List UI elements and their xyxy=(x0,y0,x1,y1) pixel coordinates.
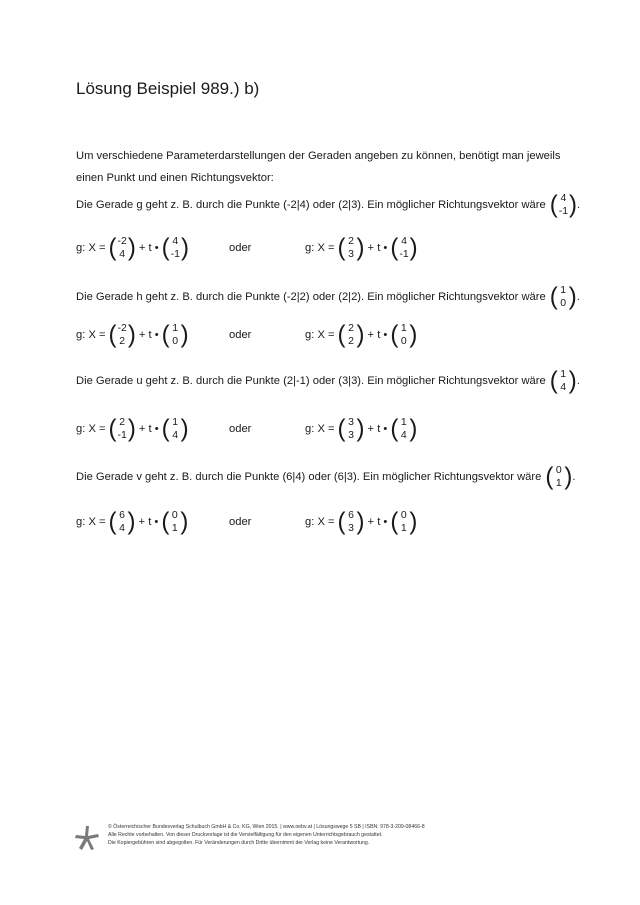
period: . xyxy=(577,199,581,211)
oder-label: oder xyxy=(229,242,252,254)
equation-2 xyxy=(305,507,417,537)
plus-t: + t • xyxy=(367,242,388,254)
vector-x: 6 xyxy=(119,509,125,521)
vector-x: 4 xyxy=(401,235,407,247)
oder-label: oder xyxy=(229,423,252,435)
section-sentence xyxy=(76,461,576,493)
direction-vector: ( 4 -1 ) xyxy=(390,233,418,262)
section-sentence xyxy=(76,365,580,397)
vector-x: 1 xyxy=(400,416,407,428)
direction-vector: ( 1 4 ) xyxy=(161,414,189,443)
section-sentence xyxy=(76,281,580,313)
vector-y: 0 xyxy=(172,335,179,347)
sentence-text: Die Gerade u geht z. B. durch die Punkte (2|-1) oder (3|3). Ein möglicher Richtungsvektor wäre xyxy=(76,375,546,387)
direction-vector: ( 1 4 ) xyxy=(549,366,577,395)
vector-y: 4 xyxy=(172,429,179,441)
oder-label: oder xyxy=(229,329,252,341)
vector-y: 0 xyxy=(400,335,407,347)
equation-prefix: g: X = xyxy=(76,516,106,528)
vector-x: 4 xyxy=(560,192,567,204)
direction-vector: ( 1 0 ) xyxy=(549,282,577,311)
equation-row xyxy=(76,230,418,266)
direction-vector: ( 1 0 ) xyxy=(390,320,418,349)
direction-vector: ( 0 1 ) xyxy=(545,462,573,491)
vector-y: -1 xyxy=(558,205,569,217)
vector-x: 2 xyxy=(119,416,126,428)
footer-line-3: Die Kopiergebühren sind abgegolten. Für Veränderungen durch Dritte übernimmt der Verlag keine Verantwortung. xyxy=(108,840,370,846)
plus-t: + t • xyxy=(367,329,388,341)
footer-line-2: Alle Rechte vorbehalten. Von dieser Druckvorlage ist die Vervielfältigung für den eigenen Unterrichtsgebrauch gestattet. xyxy=(108,832,383,838)
equation-1 xyxy=(76,233,189,263)
equation-row xyxy=(76,317,418,353)
vector-x: 1 xyxy=(560,368,567,380)
vector-x: 6 xyxy=(348,509,354,521)
oder-label: oder xyxy=(229,516,252,528)
section-line-v xyxy=(76,461,576,536)
equation-row xyxy=(76,411,418,447)
section-line-g xyxy=(76,189,581,262)
vector-y: 4 xyxy=(400,429,407,441)
plus-t: + t • xyxy=(367,516,388,528)
publisher-logo-icon xyxy=(74,825,100,851)
plus-t: + t • xyxy=(367,423,388,435)
period: . xyxy=(576,291,580,303)
vector-x: 0 xyxy=(400,509,407,521)
equation-prefix: g: X = xyxy=(305,242,335,254)
direction-vector: ( 0 1 ) xyxy=(390,507,418,536)
footer-line-1: © Österreichischer Bundesverlag Schulbuch GmbH & Co. KG, Wien 2015. | www.oebv.at | Lösungswege 5 SB | ISBN: 978-3-209-08466-8 xyxy=(108,824,425,830)
plus-t: + t • xyxy=(138,329,159,341)
vector-y: 1 xyxy=(555,477,562,489)
equation-1 xyxy=(76,507,188,537)
direction-vector: ( 4 -1 ) xyxy=(161,233,190,262)
point-vector: ( 6 3 ) xyxy=(337,507,365,536)
vector-y: -1 xyxy=(399,248,409,260)
vector-x: -2 xyxy=(117,235,127,247)
equation-1 xyxy=(76,320,189,350)
vector-y: -1 xyxy=(117,429,127,441)
section-line-h xyxy=(76,281,580,349)
equation-prefix: g: X = xyxy=(76,423,106,435)
sentence-text: Die Gerade g geht z. B. durch die Punkte (-2|4) oder (2|3). Ein möglicher Richtungsvektor wäre xyxy=(76,199,546,211)
vector-y: 3 xyxy=(348,429,354,441)
vector-y: 4 xyxy=(119,522,125,534)
intro-line-1: Um verschiedene Parameterdarstellungen der Geraden angeben zu können, benötigt man jeweils xyxy=(76,150,561,162)
vector-y: 0 xyxy=(560,297,567,309)
vector-y: -1 xyxy=(170,248,181,260)
vector-y: 2 xyxy=(119,335,126,347)
vector-x: 1 xyxy=(560,284,567,296)
plus-t: + t • xyxy=(138,242,159,254)
equation-prefix: g: X = xyxy=(305,516,335,528)
equation-prefix: g: X = xyxy=(305,423,335,435)
sentence-text: Die Gerade h geht z. B. durch die Punkte (-2|2) oder (2|2). Ein möglicher Richtungsvektor wäre xyxy=(76,291,546,303)
vector-x: 1 xyxy=(172,322,179,334)
right-paren: ) xyxy=(569,190,578,219)
equation-2 xyxy=(305,233,418,263)
vector-x: 1 xyxy=(172,416,179,428)
vector-x: 1 xyxy=(400,322,407,334)
equation-prefix: g: X = xyxy=(76,329,106,341)
plus-t: + t • xyxy=(138,516,159,528)
vector-x: 3 xyxy=(348,416,354,428)
vector-x: 2 xyxy=(348,322,354,334)
vector-y: 3 xyxy=(348,522,354,534)
vector-x: 0 xyxy=(171,509,178,521)
period: . xyxy=(572,471,576,483)
intro-text xyxy=(76,145,576,189)
direction-vector: ( 1 4 ) xyxy=(390,414,418,443)
left-paren: ( xyxy=(549,190,558,219)
page-title: Lösung Beispiel 989.) b) xyxy=(76,79,260,98)
vector-x: 2 xyxy=(348,235,354,247)
vector-y: 2 xyxy=(348,335,354,347)
vector-y: 3 xyxy=(348,248,354,260)
direction-vector xyxy=(550,190,577,220)
page-footer xyxy=(70,823,570,853)
vector-x: -2 xyxy=(117,322,127,334)
vector-x: 4 xyxy=(172,235,179,247)
point-vector: ( 6 4 ) xyxy=(108,507,136,536)
sentence-text: Die Gerade v geht z. B. durch die Punkte (6|4) oder (6|3). Ein möglicher Richtungsvektor wäre xyxy=(76,471,542,483)
vector-y: 1 xyxy=(400,522,407,534)
period: . xyxy=(576,375,580,387)
footer-text xyxy=(108,823,425,847)
section-sentence xyxy=(76,189,581,221)
equation-2 xyxy=(305,414,417,444)
point-vector: ( 2 -1 ) xyxy=(108,414,136,443)
intro-line-2: einen Punkt und einen Richtungsvektor: xyxy=(76,172,274,184)
point-vector: ( -2 2 ) xyxy=(108,320,136,349)
direction-vector: ( 1 0 ) xyxy=(161,320,189,349)
point-vector: ( 2 3 ) xyxy=(337,233,365,262)
equation-prefix: g: X = xyxy=(76,242,106,254)
plus-t: + t • xyxy=(138,423,159,435)
vector-y: 4 xyxy=(119,248,126,260)
vector-y: 4 xyxy=(560,381,567,393)
equation-1 xyxy=(76,414,189,444)
vector-y: 1 xyxy=(171,522,178,534)
equation-row xyxy=(76,504,418,540)
point-vector: ( -2 4 ) xyxy=(108,233,136,262)
equation-prefix: g: X = xyxy=(305,329,335,341)
equation-2 xyxy=(305,320,417,350)
direction-vector: ( 0 1 ) xyxy=(161,507,189,536)
point-vector: ( 3 3 ) xyxy=(337,414,365,443)
point-vector: ( 2 2 ) xyxy=(337,320,365,349)
vector-x: 0 xyxy=(555,464,562,476)
section-line-u xyxy=(76,365,580,443)
